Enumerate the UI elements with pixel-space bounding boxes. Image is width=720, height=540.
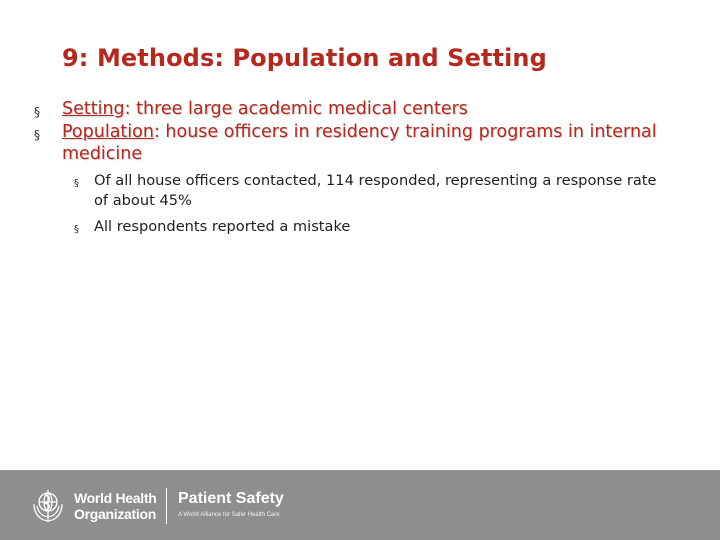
program-tagline: A World Alliance for Safer Health Care <box>178 512 280 518</box>
sub-bullet-response-rate <box>74 171 674 211</box>
who-logo-text <box>74 490 156 522</box>
sub-bullet-marker-icon: § <box>74 178 79 189</box>
sub-bullet-text: Of all house officers contacted, 114 responded, representing a response rate of about 45% <box>94 172 657 209</box>
bullet-marker-icon: § <box>34 105 40 119</box>
bullet-text: : house officers in residency training programs in internal medicine <box>62 122 657 164</box>
sub-bullet-marker-icon: § <box>74 224 79 235</box>
bullet-population <box>34 121 674 165</box>
org-name-line2: Organization <box>74 506 156 522</box>
bullet-text: : three large academic medical centers <box>124 99 468 119</box>
bullet-setting <box>34 98 674 120</box>
org-name-line1: World Health <box>74 490 157 506</box>
slide-title: 9: Methods: Population and Setting <box>62 44 547 72</box>
bullet-term: Population <box>62 122 154 142</box>
bullet-list <box>34 98 674 243</box>
footer-divider <box>166 488 167 524</box>
sub-bullet-list <box>74 171 674 237</box>
footer-bar <box>0 470 720 540</box>
bullet-term: Setting <box>62 99 125 119</box>
sub-bullet-text: All respondents reported a mistake <box>94 218 351 235</box>
bullet-marker-icon: § <box>34 128 40 142</box>
program-title: Patient Safety <box>178 490 284 507</box>
who-emblem-icon <box>28 486 68 526</box>
sub-bullet-mistake <box>74 217 674 237</box>
